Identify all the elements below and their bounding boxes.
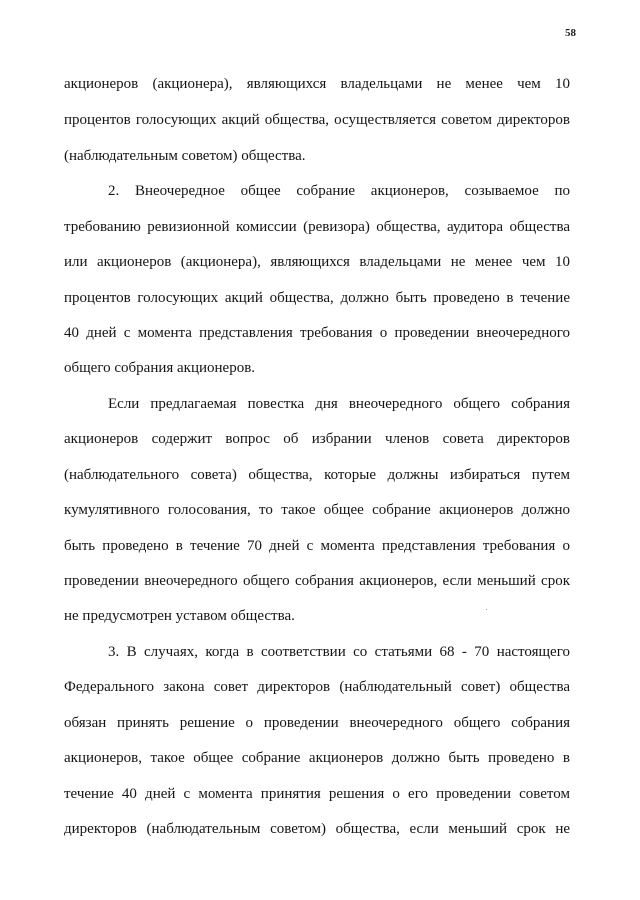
text-line: акционеров (акционера), являющихся владельцами не менее чем 10 <box>64 76 570 92</box>
text-line: быть проведено в течение 70 дней с момента представления требования о <box>64 538 570 554</box>
text-line: кумулятивного голосования, то такое общее собрание акционеров должно <box>64 502 570 518</box>
text-line: не предусмотрен уставом общества. <box>64 608 295 624</box>
page-number: 58 <box>565 27 576 39</box>
text-line: обязан принять решение о проведении внеочередного общего собрания <box>64 715 570 731</box>
text-line: или акционеров (акционера), являющихся владельцами не менее чем 10 <box>64 254 570 270</box>
text-line: общего собрания акционеров. <box>64 360 256 376</box>
text-line: акционеров, такое общее собрание акционеров должно быть проведено в <box>64 750 570 766</box>
text-line: Если предлагаемая повестка дня внеочередного общего собрания <box>108 396 570 412</box>
text-line: Федерального закона совет директоров (наблюдательный совет) общества <box>64 679 570 695</box>
text-line: процентов голосующих акций общества, осуществляется советом директоров <box>64 112 570 128</box>
text-line: процентов голосующих акций общества, должно быть проведено в течение <box>64 290 570 306</box>
text-line: проведении внеочередного общего собрания акционеров, если меньший срок <box>64 573 570 589</box>
text-line: директоров (наблюдательным советом) общества, если меньший срок не <box>64 821 570 837</box>
text-line: 2. Внеочередное общее собрание акционеров, созываемое по <box>108 183 570 199</box>
text-line: 3. В случаях, когда в соответствии со статьями 68 - 70 настоящего <box>108 644 570 660</box>
text-line: (наблюдательного совета) общества, которые должны избираться путем <box>64 467 570 483</box>
text-line: (наблюдательным советом) общества. <box>64 148 306 164</box>
text-line: 40 дней с момента представления требования о проведении внеочередного <box>64 325 570 341</box>
text-line: акционеров содержит вопрос об избрании членов совета директоров <box>64 431 570 447</box>
text-line: течение 40 дней с момента принятия решения о его проведении советом <box>64 786 570 802</box>
scan-speck <box>486 609 487 610</box>
text-line: требованию ревизионной комиссии (ревизора) общества, аудитора общества <box>64 219 570 235</box>
